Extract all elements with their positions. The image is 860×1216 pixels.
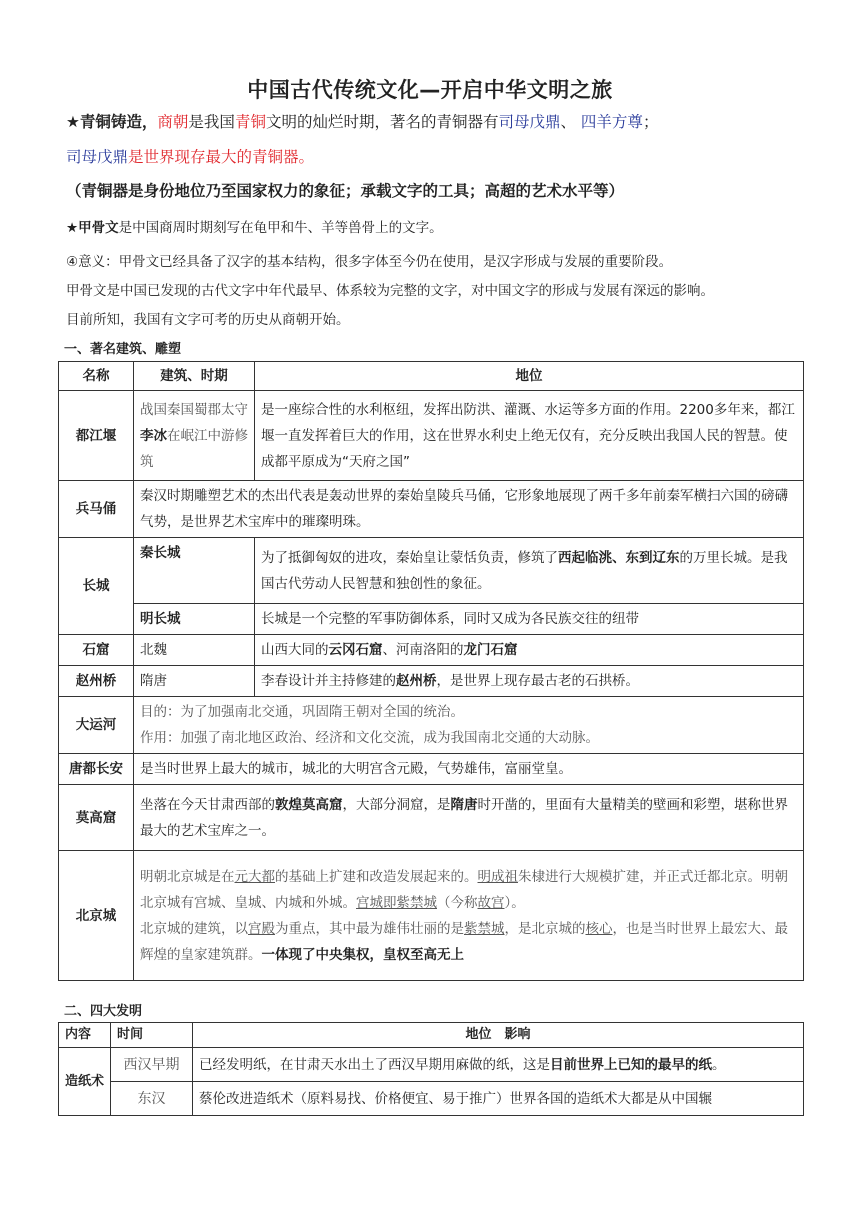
row-name: 长城 [59,538,134,635]
text: 、河南洛阳的 [382,642,464,658]
row-name: 造纸术 [59,1048,111,1116]
siyang-fangzun: 四羊方尊 [580,113,643,131]
row-desc: 蔡伦改进造纸术（原料易找、价格便宜、易于推广）世界各国的造纸术大都是从中国辗 [193,1082,804,1116]
row-name: 兵马俑 [59,481,134,538]
text: 是中国商周时期刻写在龟甲和牛、羊等兽骨上的文字。 [118,220,443,236]
row-name: 大运河 [59,697,134,754]
header-impact: 地位 影响 [193,1023,804,1048]
row-desc [255,666,804,697]
text: 为重点，其中最为雄伟壮丽的是 [275,920,464,937]
table-row [59,538,804,604]
ming-wall-desc: 长城是一个完整的军事防御体系，同时又成为各民族交往的纽带 [255,604,804,635]
text: ，大部分洞窟，是 [342,796,451,813]
table-header-row [59,1023,804,1048]
table-row [59,785,804,851]
table-row [59,697,804,754]
palace-museum: 故宫 [477,894,505,911]
qin-wall-desc [255,538,804,604]
row-name: 都江堰 [59,391,134,481]
bronze-line-1 [66,110,658,132]
text: 。 [712,1056,726,1073]
earliest-paper: 目前世界上已知的最早的纸 [550,1056,712,1073]
header-content: 内容 [59,1023,111,1048]
text: 北京城的建筑，以 [140,920,248,937]
row-desc [193,1048,804,1082]
bronze-note: （青铜器是身份地位乃至国家权力的象征；承载文字的工具；高超的艺术水平等） [66,182,625,200]
core: 核心 [585,920,613,937]
row-name: 莫高窟 [59,785,134,851]
text: 是我国 [188,113,235,131]
table-row [59,391,804,481]
text: ）。 [504,894,525,911]
row-period: 东汉 [111,1082,193,1116]
zhaozhou-bridge: 赵州桥 [396,673,437,689]
largest-bronze: 是世界现存最大的青铜器。 [128,148,315,166]
text: （今称 [437,894,478,911]
text: 为了抵御匈奴的进攻，秦始皇让蒙恬负责，修筑了 [261,549,558,566]
longmen-grottoes: 龙门石窟 [463,642,518,658]
oracle-heading: ★甲骨文 [66,220,119,236]
oracle-line-2: ④意义：甲骨文已经具备了汉字的基本结构，很多字体至今仍在使用，是汉字形成与发展的重要阶段。 [66,254,673,270]
table-row [59,851,804,981]
row-desc [134,785,804,851]
row-period [134,391,255,481]
shang-dynasty: 商朝 [157,113,189,131]
forbidden-city-2: 紫禁城 [464,920,505,937]
text: 坐落在今天甘肃西部的 [140,796,275,813]
yungang-grottoes: 云冈石窟 [328,642,383,658]
beijing-para-1 [140,864,797,916]
text: 在岷江中游修筑 [140,427,248,470]
oracle-line-4: 目前所知，我国有文字可考的历史从商朝开始。 [66,312,350,328]
qin-wall-extent: 西起临洮、东到辽东 [558,549,680,566]
text: ，是北京城的 [504,920,586,937]
text: 的万里长城。是我国古代劳动人民智慧和独创性的象征。 [261,549,788,592]
simuwu-ding-2: 司母戊鼎 [66,148,129,166]
table-row [59,604,804,635]
bronze-line-2 [66,145,314,167]
header-name: 名称 [59,362,134,391]
text: 朱棣进行大规模扩建，并正式迁都北京。明朝北京城有宫城、皇城、内城和外城。 [140,868,788,911]
dunhuang-mogao: 敦煌莫高窟 [275,796,343,813]
text: 战国秦国蜀郡太守 [140,401,248,418]
inventions-table [58,1022,804,1116]
centralization-note: 一体现了中央集权，皇权至高无上 [261,946,464,963]
table-row [59,481,804,538]
oracle-line-1 [66,216,443,236]
simuwu-ding: 司母戊鼎 [498,113,561,131]
text: 的基础上扩建和改造发展起来的。 [275,868,478,885]
row-desc [134,697,804,754]
li-bing: 李冰 [140,427,167,444]
section-1-heading: 一、著名建筑、雕塑 [64,342,182,357]
bronze-word: 青铜 [234,113,266,131]
header-time: 时间 [111,1023,193,1048]
sui-tang: 隋唐 [450,796,478,813]
canal-effect: 作用：加强了南北地区政治、经济和文化交流，成为我国南北交通的大动脉。 [140,730,599,746]
canal-purpose: 目的：为了加强南北交通，巩固隋王朝对全国的统治。 [140,704,464,720]
forbidden-city: 宫城即紫禁城 [356,894,437,911]
table-header-row [59,362,804,391]
row-desc [255,635,804,666]
table-row [59,666,804,697]
row-desc: 是当时世界上最大的城市，城北的大明宫含元殿，气势雄伟，富丽堂皇。 [134,754,804,785]
section-2-heading: 二、四大发明 [64,1004,143,1019]
row-name: 石窟 [59,635,134,666]
header-status: 地位 [255,362,804,391]
row-desc [134,851,804,981]
table-row [59,1082,804,1116]
text: ，也是当时世界上最宏大、最辉煌的皇家建筑群。 [140,920,788,963]
beijing-para-2 [140,916,797,968]
row-period: 北魏 [134,635,255,666]
palaces: 宫殿 [248,920,275,937]
ming-chengzu: 明成祖 [477,868,518,885]
oracle-line-3: 甲骨文是中国已发现的古代文字中年代最早、体系较为完整的文字，对中国文字的形成与发展有深远的影响。 [66,283,714,299]
row-desc: 秦汉时期雕塑艺术的杰出代表是轰动世界的秦始皇陵兵马俑，它形象地展现了两千多年前秦军横扫六国的磅礴气势，是世界艺术宝库中的璀璨明珠。 [134,481,804,538]
text: ，是世界上现存最古老的石拱桥。 [436,673,639,689]
header-period: 建筑、时期 [134,362,255,391]
page-title: 中国古代传统文化—开启中华文明之旅 [247,78,613,102]
text: ； [642,113,659,131]
yuan-dadu: 元大都 [234,868,275,885]
row-name: 唐都长安 [59,754,134,785]
row-name: 北京城 [59,851,134,981]
text: 文明的灿烂时期，著名的青铜器有 [265,113,499,131]
text: 李春设计并主持修建的 [261,673,396,689]
buildings-table [58,361,804,981]
text: 明朝北京城是在 [140,868,235,885]
table-row [59,1048,804,1082]
text: 、 [560,113,581,131]
text: 山西大同的 [261,642,329,658]
text: 已经发明纸，在甘肃天水出土了西汉早期用麻做的纸，这是 [199,1056,550,1073]
table-row [59,754,804,785]
row-period: 隋唐 [134,666,255,697]
bronze-heading: ★青铜铸造， [66,113,158,131]
row-desc: 是一座综合性的水利枢纽，发挥出防洪、灌溉、水运等多方面的作用。2200多年来，都江堰一直发挥着巨大的作用，这在世界水利史上绝无仅有，充分反映出我国人民的智慧。使成都平原成为“天府之国” [255,391,804,481]
row-name: 赵州桥 [59,666,134,697]
table-row [59,635,804,666]
ming-wall-label: 明长城 [134,604,255,635]
row-period: 西汉早期 [111,1048,193,1082]
text: 时开凿的，里面有大量精美的壁画和彩塑，堪称世界最大的艺术宝库之一。 [140,796,788,839]
qin-wall-label: 秦长城 [134,538,255,604]
